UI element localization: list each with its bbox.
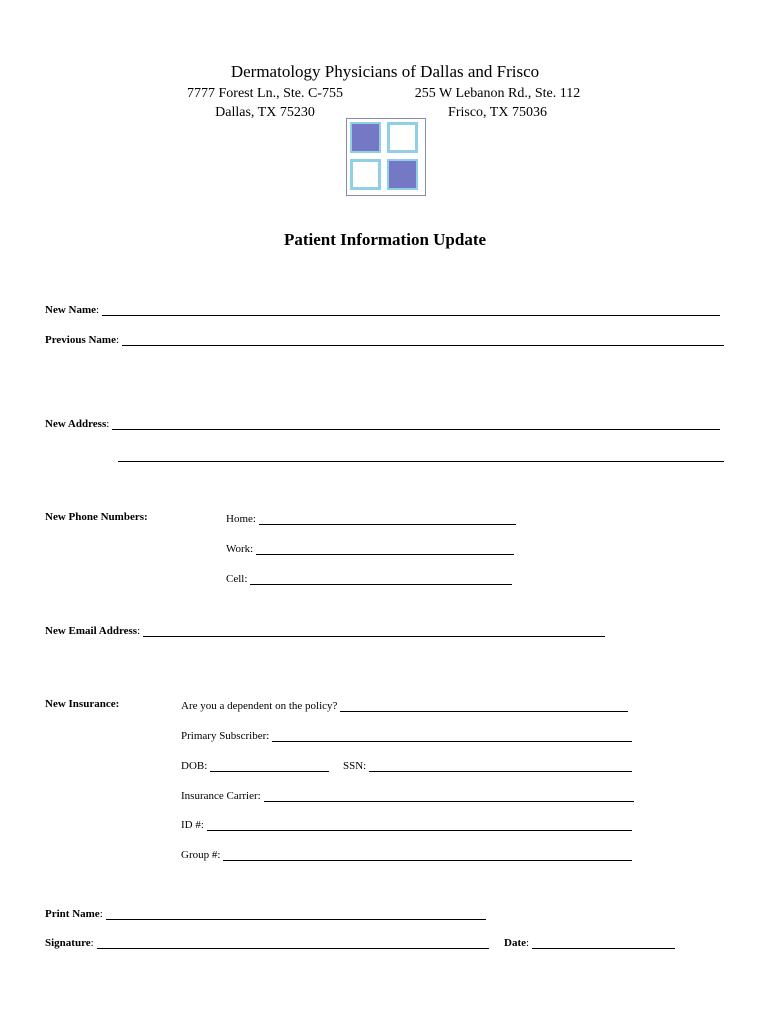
print-name-field[interactable]: Print Name: bbox=[45, 906, 486, 920]
office-street: 255 W Lebanon Rd., Ste. 112 bbox=[414, 86, 581, 101]
office-address-dallas bbox=[170, 84, 360, 122]
logo-square bbox=[350, 159, 381, 190]
new-name-label: New Name bbox=[45, 304, 97, 316]
dob-line[interactable] bbox=[210, 761, 329, 772]
logo-square bbox=[387, 122, 418, 153]
new-address-line-2[interactable] bbox=[118, 451, 724, 462]
previous-name-line[interactable] bbox=[122, 335, 724, 346]
print-name-line[interactable] bbox=[106, 909, 486, 920]
signature-label: Signature bbox=[45, 937, 91, 949]
print-name-label: Print Name bbox=[45, 908, 100, 920]
insurance-carrier-label: Insurance Carrier: bbox=[181, 790, 261, 802]
signature-field[interactable]: Signature: bbox=[45, 935, 489, 949]
insurance-section-label: New Insurance: bbox=[45, 698, 120, 710]
practice-name: Dermatology Physicians of Dallas and Frisco bbox=[230, 62, 540, 81]
office-address-frisco bbox=[400, 84, 595, 122]
work-phone-label: Work: bbox=[226, 543, 254, 555]
dob-label: DOB: bbox=[181, 760, 208, 772]
home-phone-line[interactable] bbox=[259, 514, 516, 525]
primary-subscriber-label: Primary Subscriber: bbox=[181, 730, 270, 742]
group-number-field[interactable] bbox=[181, 847, 632, 861]
dependent-field[interactable] bbox=[181, 698, 628, 712]
phone-section-label: New Phone Numbers: bbox=[45, 511, 148, 523]
logo-square bbox=[387, 159, 418, 190]
insurance-carrier-field[interactable] bbox=[181, 788, 634, 802]
office-city: Dallas, TX 75230 bbox=[215, 105, 315, 120]
ssn-field[interactable] bbox=[343, 758, 632, 772]
email-line[interactable] bbox=[143, 626, 605, 637]
practice-logo-icon bbox=[346, 118, 426, 196]
cell-phone-line[interactable] bbox=[250, 574, 512, 585]
previous-name-label: Previous Name bbox=[45, 334, 116, 346]
dependent-line[interactable] bbox=[340, 701, 628, 712]
logo-square bbox=[350, 122, 381, 153]
policy-id-field[interactable] bbox=[181, 817, 632, 831]
ssn-line[interactable] bbox=[369, 761, 632, 772]
primary-subscriber-line[interactable] bbox=[272, 731, 632, 742]
policy-id-line[interactable] bbox=[207, 820, 632, 831]
new-name-line[interactable] bbox=[102, 305, 720, 316]
date-field[interactable]: Date: bbox=[504, 935, 675, 949]
group-number-line[interactable] bbox=[223, 850, 632, 861]
work-phone-field[interactable] bbox=[226, 541, 514, 555]
ssn-label: SSN: bbox=[343, 760, 367, 772]
dependent-label: Are you a dependent on the policy? bbox=[181, 700, 338, 712]
new-address-line-2-field[interactable] bbox=[118, 448, 724, 462]
insurance-carrier-line[interactable] bbox=[264, 791, 634, 802]
policy-id-label: ID #: bbox=[181, 819, 204, 831]
dob-field[interactable] bbox=[181, 758, 329, 772]
new-address-field[interactable]: New Address: bbox=[45, 416, 720, 430]
office-street: 7777 Forest Ln., Ste. C-755 bbox=[187, 86, 343, 101]
cell-phone-label: Cell: bbox=[226, 573, 248, 585]
new-address-label: New Address bbox=[45, 418, 107, 430]
primary-subscriber-field[interactable] bbox=[181, 728, 632, 742]
email-label: New Email Address bbox=[45, 625, 138, 637]
group-number-label: Group #: bbox=[181, 849, 221, 861]
previous-name-field[interactable]: Previous Name: bbox=[45, 332, 724, 346]
date-label: Date bbox=[504, 937, 526, 949]
new-name-field[interactable]: New Name: bbox=[45, 302, 720, 316]
home-phone-field[interactable] bbox=[226, 511, 516, 525]
work-phone-line[interactable] bbox=[256, 544, 514, 555]
email-field[interactable]: New Email Address: bbox=[45, 623, 605, 637]
signature-line[interactable] bbox=[97, 938, 489, 949]
home-phone-label: Home: bbox=[226, 513, 256, 525]
date-line[interactable] bbox=[532, 938, 675, 949]
office-city: Frisco, TX 75036 bbox=[448, 105, 547, 120]
cell-phone-field[interactable] bbox=[226, 571, 512, 585]
new-address-line[interactable] bbox=[112, 419, 720, 430]
form-title: Patient Information Update bbox=[283, 230, 487, 249]
